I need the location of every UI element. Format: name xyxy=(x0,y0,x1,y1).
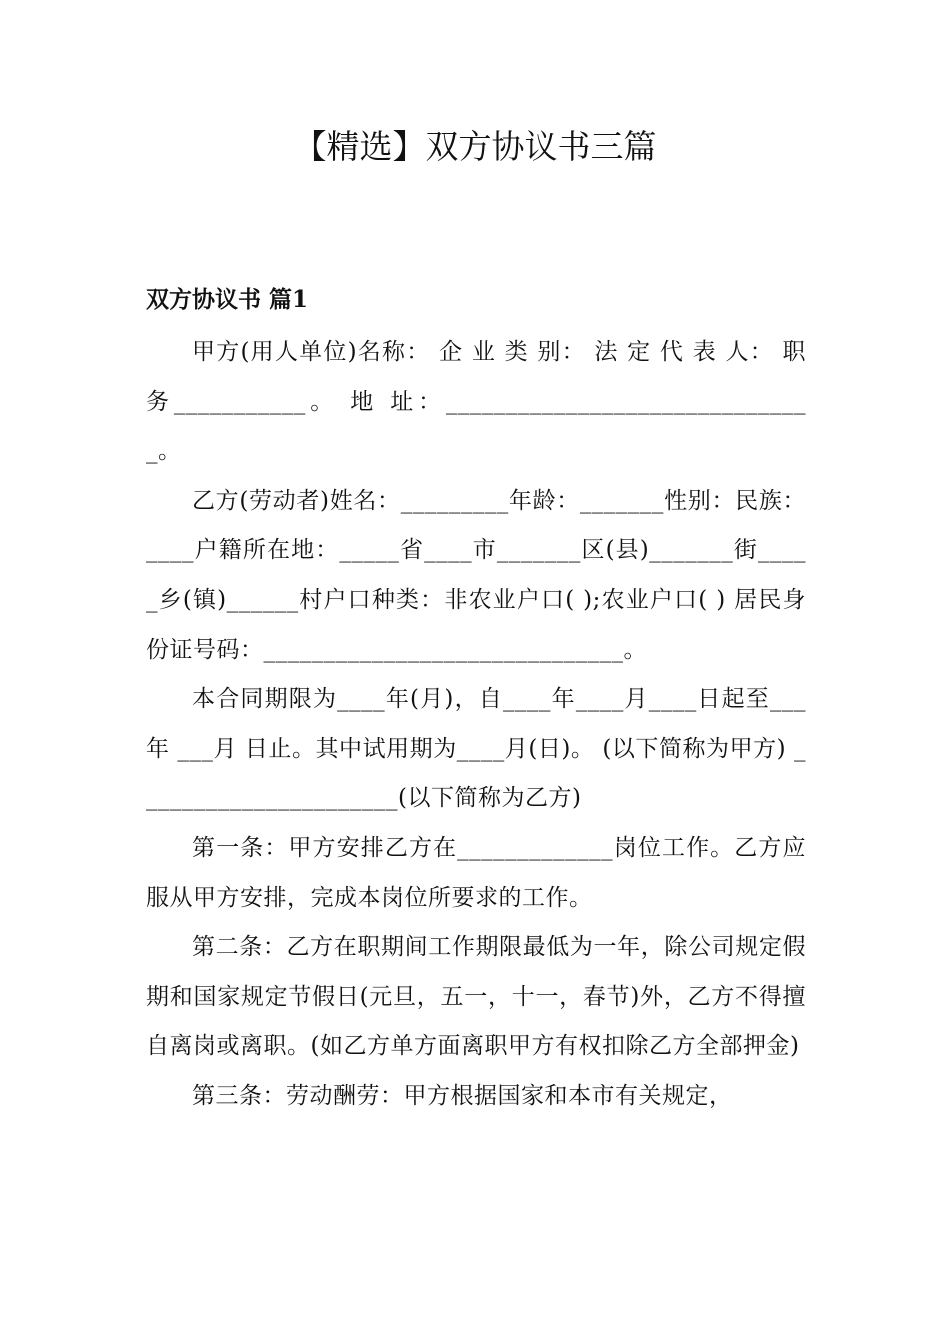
paragraph-contract-term: 本合同期限为____年(月)，自____年____月____日起至___年 ___月 日止。其中试用期为____月(日)。 (以下简称为甲方) ______________________(以下简称为乙方) xyxy=(146,686,806,812)
document-body xyxy=(146,328,806,1122)
paragraph-article-2: 第二条：乙方在职期间工作期限最低为一年，除公司规定假期和国家规定节假日(元旦，五一，十一，春节)外，乙方不得擅自离岗或离职。(如乙方单方面离职甲方有权扣除乙方全部押金) xyxy=(146,934,806,1060)
section-heading: 双方协议书 篇1 xyxy=(146,286,309,313)
paragraph-party-a: 甲方(用人单位)名称： 企 业 类 别： 法 定 代 表 人： 职务___________。 地 址：_______________________________。 xyxy=(146,339,806,465)
document-title: 【精选】双方协议书三篇 xyxy=(293,127,657,166)
paragraph-article-3: 第三条：劳动酬劳：甲方根据国家和本市有关规定， xyxy=(192,1082,733,1109)
paragraph-party-b: 乙方(劳动者)姓名：_________年龄：_______性别：民族：____户籍所在地：_____省____市_______区(县)_______街_____乡(镇)______村户口种类：非农业户口( );农业户口( ) 居民身份证号码：______________________________。 xyxy=(146,487,806,663)
paragraph-article-1: 第一条：甲方安排乙方在_____________岗位工作。乙方应服从甲方安排，完成本岗位所要求的工作。 xyxy=(146,834,806,911)
